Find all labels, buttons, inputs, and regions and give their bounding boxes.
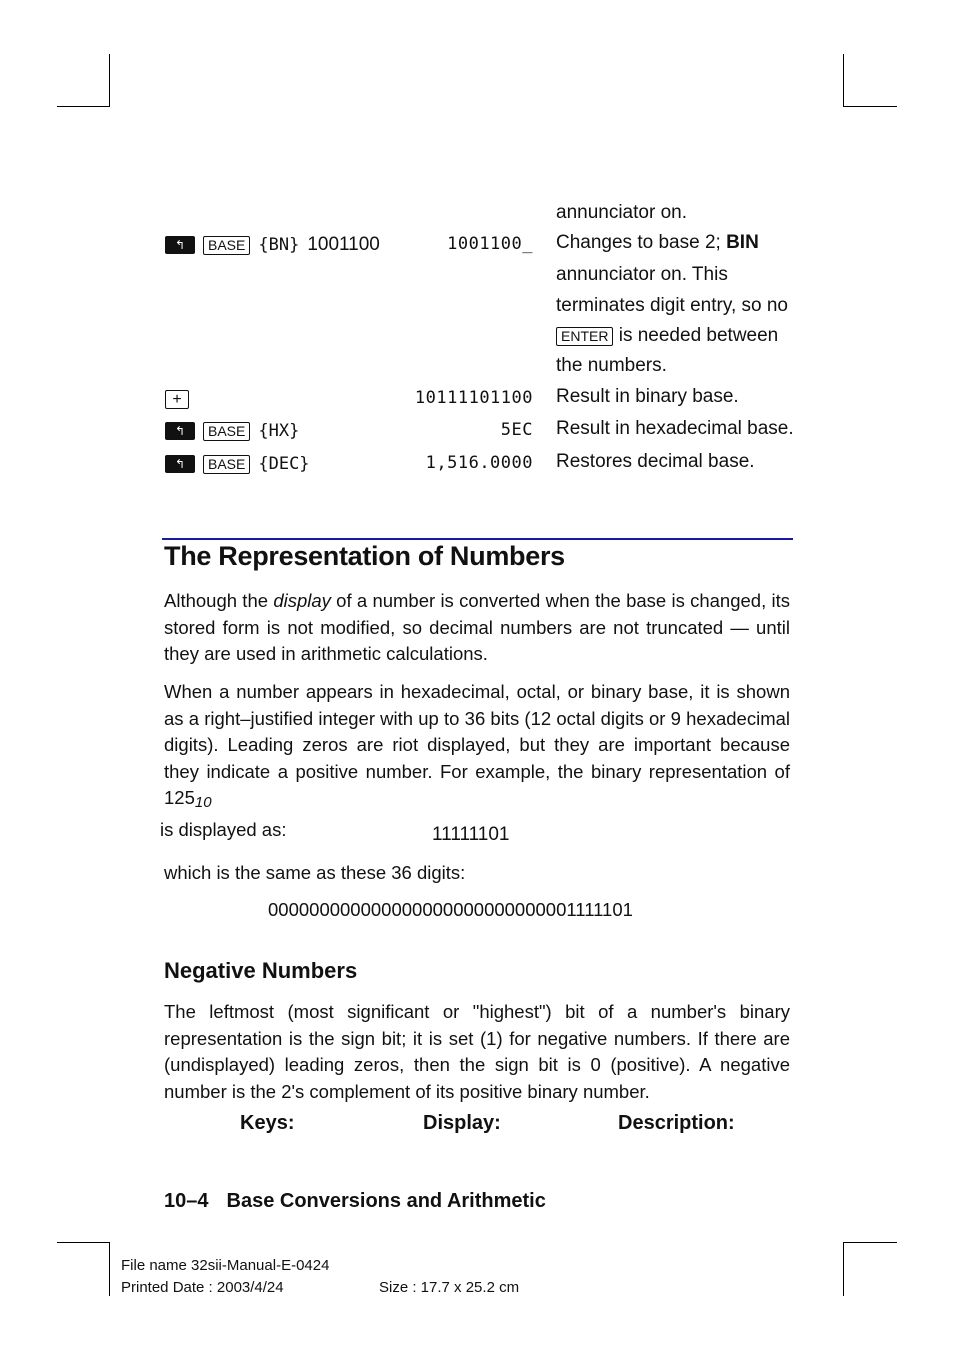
base-key: BASE [203,455,250,474]
paragraph-3: The leftmost (most significant or "highest") bit of a number's binary representation is the sign bit; it is set (1) for negative numbers. If there are (undisplayed) leading zeros, then the sign bit is 0 (positive). A negative number is the 2's complement of its positive binary number. [164,1001,790,1102]
desc-line: terminates digit entry, so no [556,295,788,316]
softkey-hx: {HX} [258,421,300,441]
row-keys [165,386,189,412]
desc-text: Changes to base 2; [556,232,727,253]
display-value: 10111101100 [414,388,533,408]
row-keys [165,232,380,258]
column-header-description: Description: [618,1112,735,1134]
printed-date: Printed Date : 2003/4/24 [121,1279,284,1296]
desc-text: is needed between [618,325,779,346]
table-row [165,386,795,416]
text: When a number appears in hexadecimal, octal, or binary base, it is shown as a right–justified integer with up to 36 bits (12 octal digits or 9 hexadecimal digits). Leading zeros are riot displayed, but they are important because they indicate a positive number. For example, the binary representation of 125 [164,681,790,808]
section-title: The Representation of Numbers [164,541,565,571]
row-keys [165,418,299,444]
display-value: 5EC [500,420,533,440]
digit-entry: 1001100 [307,234,380,255]
paragraph-1 [164,588,790,668]
page-footer [164,1190,546,1213]
binary-example: 11111101 [432,824,510,845]
table-row [165,451,795,481]
crop-mark-top-left-h [57,106,110,107]
crop-mark-bottom-right-v [843,1242,844,1296]
column-header-keys: Keys: [240,1112,295,1134]
table-row [165,232,795,262]
base-key: BASE [203,422,250,441]
plus-key: + [165,390,189,409]
subscript: 10 [194,794,212,811]
left-shift-key: ↰ [165,236,195,254]
subsection-title: Negative Numbers [164,958,358,983]
softkey-dec: {DEC} [258,454,310,474]
crop-mark-top-right-h [843,106,897,107]
text: is displayed as: [160,818,287,840]
binary-36-digit-example: 000000000000000000000000000001111101 [268,899,633,920]
crop-mark-bottom-right-h [843,1242,897,1243]
crop-mark-bottom-left-v [109,1242,110,1296]
desc-line: the numbers. [556,355,667,376]
page-size: Size : 17.7 x 25.2 cm [379,1279,520,1296]
paragraph-2 [160,679,790,843]
base-key: BASE [203,236,250,255]
row-description: Result in binary base. [556,386,739,407]
text: of a number is converted when the base is changed, its stored form is not modified, so decimal numbers are not truncated — until they are used in arithmetic calculations. [164,590,791,664]
table-row [165,418,795,448]
desc-line: annunciator on. This [556,264,728,285]
file-name: File name 32sii-Manual-E-0424 [121,1257,330,1274]
chapter-title: Base Conversions and Arithmetic [226,1190,546,1212]
emphasis: display [273,590,331,611]
section-rule [162,538,793,540]
crop-mark-top-right-v [843,54,844,106]
crop-mark-bottom-left-h [57,1242,110,1243]
text: Although the [164,590,274,611]
left-shift-key: ↰ [165,422,195,440]
bin-annunciator: BIN [726,232,759,253]
enter-key: ENTER [556,327,613,346]
continued-description: annunciator on. [556,202,687,223]
display-value: 1,516.0000 [425,453,533,473]
column-header-display: Display: [423,1112,501,1134]
row-description [556,232,759,254]
row-description: Restores decimal base. [556,451,755,472]
display-value: 1001100_ [447,234,533,254]
crop-mark-top-left-v [109,54,110,106]
softkey-bn: {BN} [258,235,300,255]
row-description: Result in hexadecimal base. [556,418,794,439]
left-shift-key: ↰ [165,455,195,473]
row-keys [165,451,310,477]
desc-line [556,325,778,347]
between-text: which is the same as these 36 digits: [164,862,466,883]
page-number: 10–4 [164,1190,209,1212]
